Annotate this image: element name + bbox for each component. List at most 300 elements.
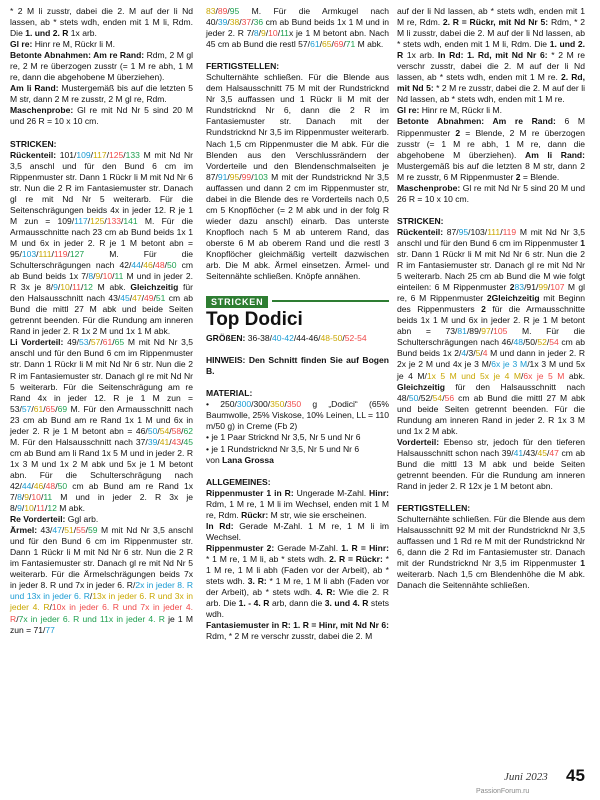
size-highlight: 52 [537, 337, 547, 348]
size-highlight: 39 [217, 17, 228, 28]
size-highlight: 11 [280, 28, 289, 39]
paragraph [10, 6, 193, 39]
text-run: / [100, 271, 103, 282]
size-highlight: 125 [90, 215, 105, 226]
bold-text: GRÖßEN: [206, 333, 248, 344]
bold-text: Gleichzeitig [491, 293, 540, 304]
size-highlight: 49 [144, 293, 154, 304]
text-run: / [227, 17, 230, 28]
text-run: Schulternähte schließen. Für die Blende aus dem Halsausschnitt 75 M mit der Rundstricknd Nr 3,5 auffassen und 1 Rückr li M mit der Rundstricknd Nr 6, dann die 2 R im Fantasiemuster str. Danach mit der Rundstricknd Nr 3,5 im Rippenmuster weiterarb. Nach 1,5 cm Rippenmuster die M abk. Für die Blenden aus den Verschlussrändern der Vorderteile und den Blendenschmalseiten je 87/ [206, 72, 389, 182]
text-run: cm ab Bund beids 1x 7/ [10, 260, 193, 282]
bold-text: 2. R = Rückr, mit Nd Nr 5: [442, 17, 551, 28]
text-run: abk. [564, 370, 585, 381]
text-run: / [141, 293, 145, 304]
paragraph [397, 227, 585, 437]
text-run: cm ab Bund am li Rand 1x 5 M und in jeder 2. R 1x 3 M und 1x 2 M abk und 5x je 1 M betont abn. Für die Schulterschrägung nach 42/ [10, 447, 193, 491]
paragraph [10, 50, 193, 83]
text-run: Wie die 2. R arb. Die [206, 587, 389, 609]
bold-text: Hinr: [369, 487, 389, 498]
text-run: / [21, 492, 25, 503]
bold-text: 4. R: [315, 587, 339, 598]
size-highlight: 62 [183, 425, 193, 436]
text-run: / [93, 271, 96, 282]
text-run: / [43, 403, 46, 414]
size-highlight: 50 [57, 480, 68, 491]
text-run: cm ab Bund am re Rand 1x 7/ [10, 480, 193, 503]
size-highlight: 36 [253, 17, 264, 28]
text-run: / [239, 171, 242, 182]
size-highlight: 40-42 [272, 333, 294, 344]
text-run: / [55, 403, 58, 414]
text-run: /43/ [523, 447, 538, 458]
size-highlight: 71 [345, 39, 356, 50]
text-run: M abk. [56, 503, 85, 514]
bold-text: Betonte Abnahmen: Am re Rand: [397, 116, 565, 127]
paragraph [397, 514, 585, 591]
bold-text: MATERIAL: [206, 388, 253, 399]
watermark: PassionForum.ru [476, 788, 530, 795]
size-highlight: 39 [147, 436, 158, 447]
paragraph [206, 620, 389, 642]
bold-text: 1. R = Hinr: [341, 542, 390, 553]
text-run: Gerade M-Zahl. 1 M re, 1 M li im Wechsel. [206, 520, 389, 542]
text-run: x je 1 M betont abn. Nach 45 cm ab Bund die restl 57/ [206, 28, 389, 50]
size-highlight: 111 [38, 248, 52, 259]
size-highlight: 105 [493, 326, 508, 337]
text-run: M. Für die Armkugel nach 40/ [206, 6, 389, 28]
text-run: / [67, 248, 70, 259]
bold-text: 2. R = Rückr: [329, 553, 386, 564]
text-run: Mustergemäß bis auf die letzten 8 M str, dann 2 M re zusstr, 6 M Rippenmuster [397, 160, 585, 182]
bold-text: 2 [455, 127, 461, 138]
text-run: / [164, 260, 167, 271]
size-highlight: 99 [538, 282, 548, 293]
bold-text: Rückr: [241, 509, 271, 520]
paragraph [206, 444, 389, 455]
paragraph [10, 105, 193, 127]
text-run: Mustergemäß bis auf die letzten 5 M str, dann 2 M re zusstr, 2 M gl re, Rdm. [10, 83, 194, 105]
bold-text: Gleichzeitig [397, 381, 445, 392]
size-highlight: 119 [53, 248, 68, 259]
bold-text: 2. Rd, mit Nd 5: [397, 72, 585, 94]
text-run: /91/ [524, 282, 539, 293]
size-highlight: 350 [270, 399, 285, 410]
paragraph [10, 337, 193, 514]
text-run: /52/ [418, 392, 433, 403]
text-run: 1x arb. [68, 28, 97, 39]
text-run: M mit der Rundstricknd Nr 3,5 auffassen und dann 2 cm im Rippenmuster str, dabei in die Blende des re Vorderteils nach 0,5 cm 5 Knopflöcher (= 2 M abk und in der folg R wieder dazu anschl) einarb. Das unterste Knopfloch nach 5 M ab unterem Rand, das oberste 6 M ab oberem Rand und die restl 3 Knopflöcher gleichmäßig verteilt dazwischen arb. Die M abk. Ärmel einsetzen. Ärmel- und Seitennähte schließen. Knöpfe annähen. [206, 171, 389, 282]
size-highlight: 45 [120, 293, 130, 304]
size-highlight: 107 [550, 282, 565, 293]
text-run: M. Für die Schulterschrägungen nach 46/ [397, 326, 585, 348]
size-highlight: 50 [167, 260, 177, 271]
text-run: cm ab Bund die mittl 27 M abk und beide Seiten getrennt beenden. Für die Rundung am inneren Rand in jeder 2. R 1x 3 M und 1x 2 M abk. [397, 392, 585, 436]
size-highlight: 7x in jeder 6. R und 11x in jeder 4. R [18, 613, 165, 624]
text-run: /44-46/ [293, 333, 321, 344]
size-highlight: 51 [64, 525, 74, 536]
text-run: 6 M Rippenmuster [397, 116, 586, 138]
size-highlight: 50 [147, 425, 158, 436]
size-highlight: 11 [72, 282, 82, 293]
size-highlight: 10x in jeder 6. R und 7x in jeder 4. R [10, 602, 193, 624]
text-run: g „Dodici“ (65% Baumwolle, 25% Viskose, 10% Leinen, LL = 110 m/50 g) in Creme (Fb 2) [206, 399, 390, 432]
section-tag-label: STRICKEN [206, 296, 268, 308]
text-run: Gl re mit Nd Nr 5 sind 20 M und 26 R = 10 x 10 cm. [397, 182, 585, 204]
size-highlight: 4 [461, 348, 467, 359]
size-highlight: 91 [217, 171, 228, 182]
paragraph-spacer [397, 492, 585, 503]
text-run: / [73, 525, 77, 536]
text-run: / [81, 282, 84, 293]
bold-text: In Rd: [206, 520, 240, 531]
text-run: / [547, 282, 551, 293]
size-highlight: 300 [236, 399, 252, 410]
size-highlight: 50 [408, 392, 419, 403]
size-highlight: 89 [217, 6, 228, 16]
size-highlight: 48 [45, 480, 56, 491]
text-run: / [16, 613, 19, 624]
size-highlight: 6x je 3 M [491, 359, 528, 370]
size-highlight: 10 [60, 282, 70, 293]
bold-text: Rückenteil: [10, 149, 60, 160]
text-run: Gerade M-Zahl. [277, 542, 342, 553]
paragraph [397, 183, 585, 205]
text-run: / [227, 171, 230, 182]
size-highlight: 9 [24, 492, 30, 503]
text-run: / [546, 337, 550, 348]
text-run: /1x 3 M und 5x je 4 M/ [397, 359, 585, 381]
size-highlight: 61 [310, 39, 320, 50]
text-run: / [277, 28, 281, 39]
text-run: Hinr re M, Rückr li M. [34, 39, 115, 50]
paragraph [10, 525, 193, 635]
size-highlight: 48-50 [320, 333, 343, 344]
text-run: / [442, 392, 445, 403]
text-run: = Blende, 2 M re überzogen zusstr (= 1 M re abh, 1 M re, dann die abgehobene M überziehen). [397, 127, 585, 160]
paragraph-spacer [206, 282, 389, 293]
text-run: /50/ [523, 337, 538, 348]
text-column-left [10, 6, 193, 636]
size-highlight: 65 [114, 337, 125, 348]
text-run: Schulternähte schließen. Für die Blende aus dem Halsausschnitt 92 M mit der Rundstricknd Nr 3,5 auffassen und 1 Rd re M mit der Rundstricknd Nr 6, dann die 2 Rd im Fantasiemuster str. Danach mit der Rundstricknd Nr 3,5 im Rippenmuster [397, 514, 585, 569]
bold-text: ALLGEMEINES: [206, 476, 271, 487]
text-run: M mit Nd Nr 3,5 anschl und für den Bund 6 cm im Rippenmuster str. Dann 1 Rückr li M mit Nd Nr 6 str. Nun die 2 R im Fantasiemuster str. Danach gl re mit Nd Nr 5 weiterarb. Für die Seitenschrägungen beids 4x in jeder 12. R je 1 M zun = 109/ [10, 149, 193, 226]
size-highlight: 58 [171, 425, 182, 436]
size-highlight: 41 [159, 436, 170, 447]
size-highlight: 46 [33, 480, 44, 491]
paragraph [206, 543, 389, 620]
bold-text: STRICKEN: [10, 138, 57, 149]
paragraph-spacer [397, 205, 585, 216]
paragraph [206, 488, 389, 521]
paragraph-spacer [206, 377, 389, 388]
size-highlight: 109 [76, 149, 91, 160]
paragraph [206, 521, 389, 543]
size-highlight: 59 [88, 525, 98, 536]
bold-text: Gleichzeitig [130, 282, 179, 293]
size-highlight: 47 [549, 447, 559, 458]
size-highlight: 10 [31, 492, 41, 503]
size-highlight: 2x in jeder 8. R und 13x in jeder 6. R [10, 580, 193, 602]
text-run: von [206, 454, 223, 465]
text-run: M gl re, 6 M Rippenmuster [397, 282, 585, 304]
text-column-right [397, 6, 585, 591]
text-run: / [239, 17, 242, 28]
paragraph [206, 477, 389, 488]
bold-text: In Rd: 1. Rd, mit Nd Nr 6: [437, 50, 552, 61]
bold-text: Rippenmuster 1 in R: [206, 487, 297, 498]
size-highlight: 47 [52, 525, 62, 536]
size-highlight: 77 [45, 624, 55, 635]
bold-text: 1 [580, 558, 585, 569]
size-highlight: 9 [95, 271, 101, 282]
paragraph [206, 6, 389, 50]
text-run: 43/ [40, 525, 53, 536]
text-run: M mit Nd Nr 3,5 anschl und für den Bund 6 cm im Rippenmuster str. Dann 1 Rückr li M mit Nd Nr 6 str. Nun die 2 R im Fantasiemuster str. Danach gl re mit Nd Nr 5 weiterarb. Für die Seitenschrägung am re Rand 4x in jeder 12. R je 1 M zun = 53/ [10, 337, 194, 414]
text-run: / [251, 17, 254, 28]
text-run: 87/ [446, 226, 459, 237]
section-tag [206, 293, 389, 308]
size-highlight: 127 [69, 248, 85, 259]
paragraph-spacer [10, 128, 193, 139]
bold-text: 2 [481, 304, 486, 315]
size-highlight: 61 [33, 403, 44, 414]
text-column-middle [206, 6, 389, 642]
paragraph [10, 514, 193, 525]
text-run: 49/ [67, 337, 79, 348]
text-run: / [69, 282, 73, 293]
text-run: M und in jeder 2. R 3x je 8/ [10, 271, 193, 293]
text-run: / [123, 149, 126, 160]
size-highlight: 12 [83, 282, 93, 293]
text-run: / [55, 480, 58, 491]
text-run: M abk. [92, 282, 131, 293]
size-highlight: 53 [79, 337, 89, 348]
size-highlight: 83 [206, 6, 216, 16]
size-highlight: 41 [513, 447, 524, 458]
size-highlight: 8 [253, 28, 259, 39]
size-highlight: 99 [241, 171, 252, 182]
text-run: Rdm, 1 M re, 1 M li im Wechsel, enden mit 1 M re, Rdm. [206, 498, 389, 520]
paragraph [206, 399, 389, 432]
text-run: / [343, 39, 346, 50]
text-run: / [100, 337, 103, 348]
text-run: • je 1 Paar Stricknd Nr 3,5, Nr 5 und Nr 6 [206, 432, 361, 443]
size-highlight: 54 [549, 337, 559, 348]
size-highlight: 56 [444, 392, 455, 403]
text-run: auf der li Nd lassen, ab * stets wdh, enden mit 1 M re, Rdm. [397, 6, 585, 28]
text-run: / [45, 503, 48, 514]
size-highlight: 45 [537, 447, 547, 458]
text-run: / [152, 260, 156, 271]
size-highlight: 10 [102, 271, 113, 282]
paragraph [397, 437, 585, 492]
paragraph [206, 333, 389, 344]
text-run: / [36, 248, 39, 259]
size-highlight: 83 [514, 282, 525, 293]
bold-text: FERTIGSTELLEN: [206, 61, 280, 72]
text-run: / [112, 337, 115, 348]
size-highlight: 4 [482, 348, 488, 359]
bold-text: 1. und 2. R [397, 39, 586, 61]
text-run: /103/ [468, 226, 488, 237]
text-run: cm ab Bund die mittl 27 M abk und beide Seiten getrennt beenden. Für die Rundung am inneren Rand in jeder 2. R 1x 2 M und 1x 1 M abk. [10, 293, 193, 337]
size-highlight: 95 [458, 226, 469, 237]
text-run: / [61, 525, 65, 536]
text-run: / [319, 39, 322, 50]
size-highlight: 38 [229, 17, 240, 28]
text-run: M und in jeder 2. R 3x je 8/ [10, 492, 193, 514]
page-number: 45 [566, 766, 585, 785]
text-run: / [121, 215, 124, 226]
text-run: / [520, 370, 524, 381]
text-run: / [153, 293, 156, 304]
text-run: * 1 M re, 1 M li abh (Faden vor der Arbeit), ab * stets wdh. [206, 576, 389, 598]
text-run: / [87, 215, 91, 226]
bold-text: Betonte Abnahmen: Am re Rand: [10, 50, 147, 61]
bold-text: 3. R: [247, 576, 270, 587]
bold-text: 2 [486, 293, 492, 304]
size-highlight: 8 [88, 271, 94, 282]
text-run: arb, dann die [269, 598, 325, 609]
bold-text: Rückenteil: [397, 226, 447, 237]
text-run: str. Dann 1 Rückr li M mit Nd Nr 6 str. Nun die 2 R im Fantasiemuster str. Danach gl re mit Nd Nr 5 weiterarb. Nach 25 cm ab Bund die M wie folgt einteilen: 6 M Rippenmuster [397, 248, 585, 293]
bold-text: STRICKEN: [397, 215, 444, 226]
text-run: / [57, 282, 61, 293]
text-run: 36-38/ [247, 333, 273, 344]
size-highlight: 44 [131, 260, 141, 271]
size-highlight: 9 [53, 282, 58, 293]
text-run: / [129, 293, 133, 304]
bold-text: Am li Rand: [10, 83, 62, 94]
text-run: / [342, 333, 345, 344]
size-highlight: 51 [155, 293, 166, 304]
text-run: / [21, 503, 25, 514]
text-run: / [85, 525, 89, 536]
paragraph [10, 139, 193, 150]
size-highlight: 11 [36, 503, 46, 514]
text-run: / [106, 149, 110, 160]
bold-text: 1. und 2. R [25, 28, 69, 39]
bold-text: FERTIGSTELLEN: [397, 503, 471, 514]
bold-text: Rippenmuster 2: [206, 542, 278, 553]
size-highlight: 54 [159, 425, 170, 436]
text-run: / [490, 326, 494, 337]
bold-text: Gl re: [10, 39, 35, 50]
bold-text: 2 [515, 171, 521, 182]
text-run: / [546, 447, 550, 458]
text-run: /89/ [466, 326, 482, 337]
text-run: / [33, 503, 37, 514]
size-highlight: 133 [106, 215, 122, 226]
size-highlight: 6x je 5 M [523, 370, 565, 381]
size-highlight: 69 [57, 403, 68, 414]
paragraph [206, 355, 389, 377]
text-run: weiterarb. Nach 1,5 cm Blendenhöhe die M abk. Danach die Seitennähte schließen. [397, 569, 585, 591]
paragraph [206, 455, 389, 466]
bold-text: 1 [580, 237, 585, 248]
text-run: / [500, 226, 503, 237]
text-run: / [480, 348, 483, 359]
size-highlight: 65 [321, 39, 332, 50]
size-highlight: 10 [268, 28, 278, 39]
size-highlight: 11 [114, 271, 124, 282]
size-highlight: 350 [286, 399, 302, 410]
text-run: 101/ [59, 149, 77, 160]
text-run: M und dann in jeder 2. R 2x je 2 M und 4x je 3 M/ [397, 348, 585, 370]
bold-text: 2 [509, 282, 515, 293]
size-highlight: 117 [93, 149, 107, 160]
text-run: / [157, 436, 160, 447]
text-run: / [169, 436, 172, 447]
text-run: M. Für den Armausschnitt nach 23 cm ab Bund am re Rand 1x 1 M und 6x in jeder 2. R je 1 M betont abn = 46/ [10, 403, 193, 436]
size-highlight: 141 [123, 215, 138, 226]
size-highlight: 125 [109, 149, 124, 160]
size-highlight: 9 [17, 503, 22, 514]
pattern-title: Top Dodici [206, 309, 303, 331]
text-run: M str, wie sie erscheinen. [270, 509, 367, 520]
paragraph [10, 150, 193, 338]
size-highlight: 45 [183, 436, 193, 447]
text-run: / [284, 399, 287, 410]
bold-text: Maschenprobe: [397, 182, 463, 193]
text-run: / [331, 39, 334, 50]
text-run: = Blende. [520, 171, 560, 182]
size-highlight: 61 [102, 337, 113, 348]
paragraph-spacer [206, 466, 389, 477]
size-highlight: 55 [76, 525, 86, 536]
paragraph [397, 105, 585, 116]
text-run: / [265, 28, 269, 39]
size-highlight: 133 [125, 149, 140, 160]
size-highlight: 11 [43, 492, 53, 503]
text-run: /3/ [466, 348, 476, 359]
size-highlight: 47 [132, 293, 142, 304]
text-run: * 2 M re zusstr, dabei die 2. M auf der li Nd lassen, ab * stets wdh, enden mit 1 M re. [397, 83, 586, 105]
bold-text: Ärmel: [10, 525, 41, 536]
text-run: / [90, 149, 93, 160]
size-highlight: 13x in jeder 6. R und 3x in jeder 4. R [10, 591, 193, 613]
text-run: Hinr re M, Rückr li M. [421, 105, 502, 116]
text-run: Rdm, 2 M gl re, 2 M re überzogen zusstr (= 1 M re abh, 1 M re, dann die abgehobene M überziehen). [10, 50, 193, 83]
size-highlight: 46 [143, 260, 153, 271]
size-highlight: 103 [21, 248, 37, 259]
bold-text: Li Vorderteil: [10, 337, 68, 348]
text-run: / [89, 591, 93, 602]
size-highlight: 95 [229, 171, 240, 182]
size-highlight: 52-54 [344, 333, 367, 344]
size-highlight: 48 [513, 337, 524, 348]
size-highlight: 95 [229, 6, 240, 16]
text-run: / [40, 492, 44, 503]
text-run: / [51, 248, 54, 259]
text-run: für den Halsausschnitt nach 43/ [10, 282, 193, 304]
size-highlight: 97 [481, 326, 491, 337]
text-run: / [29, 492, 32, 503]
text-run: / [31, 480, 34, 491]
paragraph [397, 116, 585, 182]
size-highlight: 57 [90, 337, 101, 348]
text-run: / [258, 28, 262, 39]
text-run: / [31, 403, 34, 414]
bold-text: Fantasiemuster in R: 1. R = Hinr, mit Nd Nr 6: [206, 620, 389, 631]
text-run: * 1 M re, 1 M li abh (Faden vor der Arbeit), ab * stets wdh. [206, 553, 389, 587]
bold-text: 1. - 4. R [238, 598, 270, 609]
text-run: * 1 M re, 1 M li, ab * stets wdh. [206, 553, 330, 564]
text-run: 1x arb. [403, 50, 438, 61]
paragraph [10, 83, 193, 105]
text-run: Ggl arb. [67, 514, 99, 525]
